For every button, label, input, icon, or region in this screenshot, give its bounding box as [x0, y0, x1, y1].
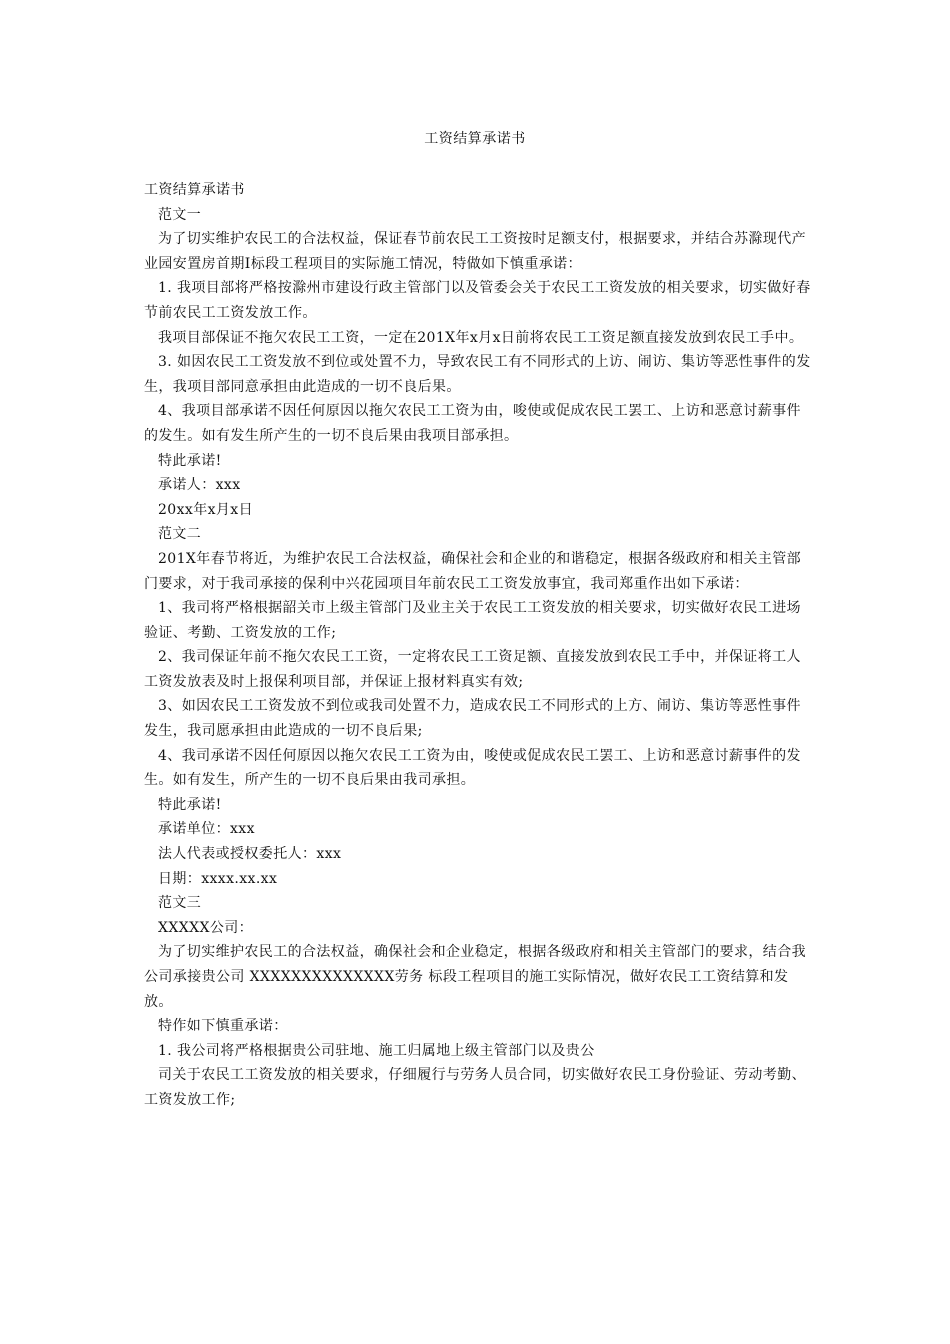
paragraph: 范文一	[158, 206, 202, 223]
paragraph: 为了切实维护农民工的合法权益，保证春节前农民工工资按时足额支付，根据要求，并结合苏滁现代产业园安置房首期Ⅰ标段工程项目的实际施工情况，特做如下慎重承诺：	[144, 231, 806, 272]
paragraph: 特此承诺!	[158, 452, 222, 469]
paragraph: 为了切实维护农民工的合法权益，确保社会和企业稳定，根据各级政府和相关主管部门的要求，结合我公司承接贵公司 XXXXXXXXXXXXXX劳务 标段工程项目的施工实际情况，做好农民工工资结算和发放。	[144, 944, 806, 1010]
paragraph: XXXXX公司：	[158, 919, 254, 936]
document-title: 工资结算承诺书	[424, 131, 526, 147]
paragraph: 司关于农民工工资发放的相关要求，仔细履行与劳务人员合同，切实做好农民工身份验证、劳动考勤、工资发放工作;	[144, 1067, 806, 1108]
paragraph: 3、如因农民工工资发放不到位或我司处置不力，造成农民工不同形式的上方、闹访、集访等恶性事件发生，我司愿承担由此造成的一切不良后果;	[144, 698, 801, 740]
paragraph: 201X年春节将近，为维护农民工合法权益，确保社会和企业的和谐稳定，根据各级政府和相关主管部门要求，对于我司承接的保利中兴花园项目年前农民工工资发放事宜，我司郑重作出如下承诺：	[144, 550, 802, 592]
paragraph: 承诺人：xxx	[158, 477, 241, 494]
paragraph: 法人代表或授权委托人：xxx	[158, 846, 342, 863]
paragraph: 4、我司承诺不因任何原因以拖欠农民工工资为由，唆使或促成农民工罢工、上访和恶意讨薪事件的发生。如有发生，所产生的一切不良后果由我司承担。	[144, 747, 801, 789]
paragraph: 特作如下慎重承诺：	[158, 1018, 288, 1035]
paragraph: 3. 如因农民工工资发放不到位或处置不力，导致农民工有不同形式的上访、闹访、集访等恶性事件的发生，我项目部同意承担由此造成的一切不良后果。	[144, 354, 811, 395]
paragraph: 范文三	[158, 895, 202, 912]
paragraph: 1. 我项目部将严格按滁州市建设行政主管部门以及管委会关于农民工工资发放的相关要求，切实做好春节前农民工工资发放工作。	[144, 280, 811, 321]
paragraph: 2、我司保证年前不拖欠农民工工资，一定将农民工工资足额、直接发放到农民工手中，并保证将工人工资发放表及时上报保利项目部，并保证上报材料真实有效;	[144, 649, 801, 690]
paragraph: 日期：xxxx.xx.xx	[158, 870, 278, 887]
document-body	[144, 178, 812, 1113]
paragraph: 4、我项目部承诺不因任何原因以拖欠农民工工资为由，唆使或促成农民工罢工、上访和恶意讨薪事件的发生。如有发生所产生的一切不良后果由我项目部承担。	[144, 403, 801, 444]
paragraph: 我项目部保证不拖欠农民工工资，一定在201X年x月x日前将农民工工资足额直接发放到农民工手中。	[158, 329, 804, 346]
paragraph: 20xx年x月x日	[158, 501, 253, 518]
paragraph: 工资结算承诺书	[144, 182, 245, 198]
paragraph: 承诺单位：xxx	[158, 821, 255, 838]
paragraph: 1、我司将严格根据韶关市上级主管部门及业主关于农民工工资发放的相关要求，切实做好农民工进场验证、考勤、工资发放的工作;	[144, 600, 801, 641]
paragraph: 范文二	[158, 526, 202, 543]
paragraph: 1. 我公司将严格根据贵公司驻地、施工归属地上级主管部门以及贵公	[158, 1042, 595, 1059]
paragraph: 特此承诺!	[158, 796, 222, 813]
